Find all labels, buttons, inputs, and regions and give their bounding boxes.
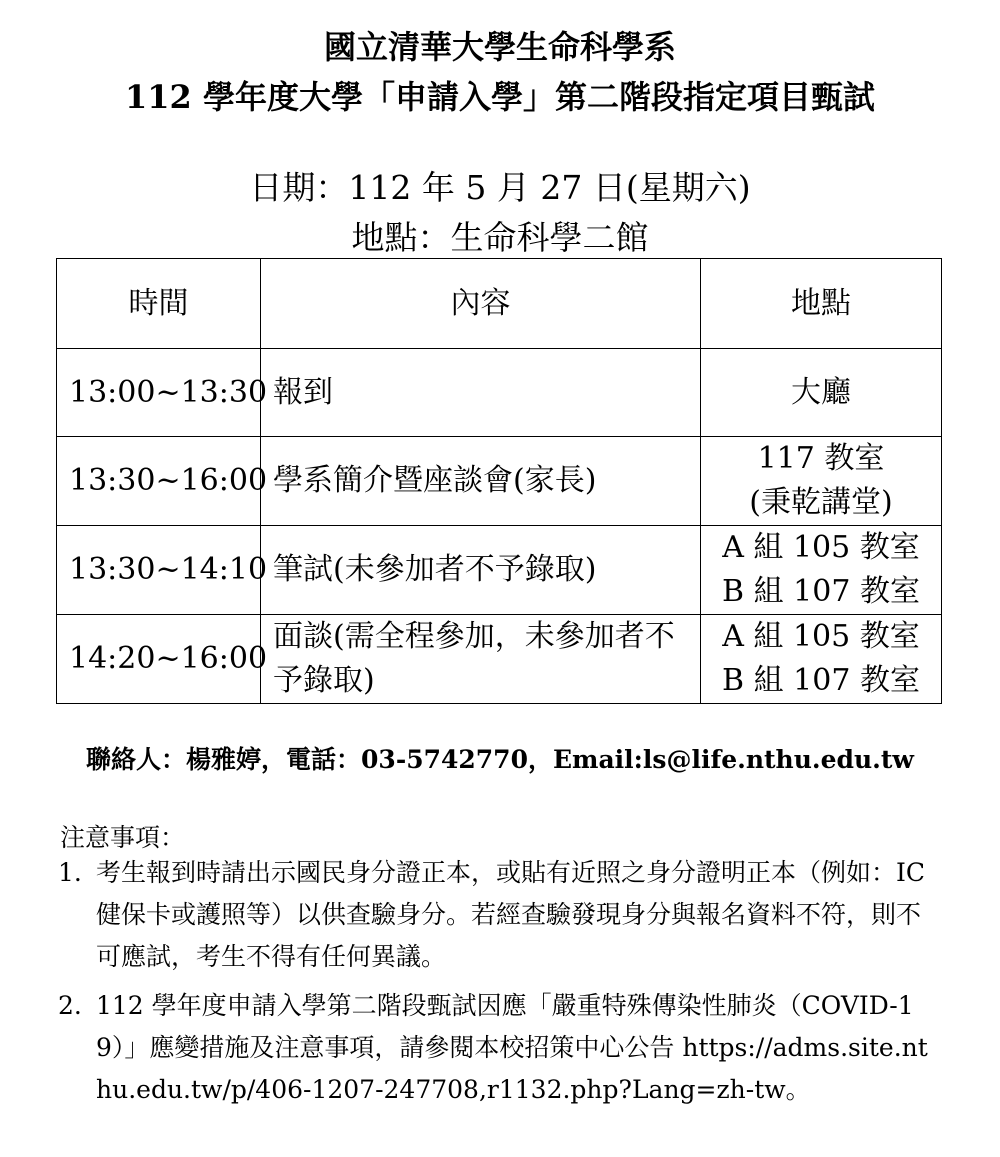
place-line: 大廳 <box>791 374 851 410</box>
notes-title: 注意事項： <box>60 823 186 852</box>
row-place <box>701 526 942 615</box>
place-line: B 組 107 教室 <box>722 663 920 698</box>
header-time: 時間 <box>57 259 261 349</box>
row-time: 13:30~14:10 <box>57 526 261 615</box>
table-header-row <box>57 259 942 349</box>
row-content: 面談(需全程參加，未參加者不予錄取) <box>261 615 701 704</box>
header-content: 內容 <box>261 259 701 349</box>
place-line: A 組 105 教室 <box>722 530 920 565</box>
note-number: 2. <box>58 991 82 1020</box>
note-item <box>58 985 938 1111</box>
place-line: (秉乾講堂) <box>749 485 893 520</box>
row-place <box>701 437 942 526</box>
table-row <box>57 526 942 615</box>
row-time: 13:00~13:30 <box>57 349 261 437</box>
row-time: 13:30~16:00 <box>57 437 261 526</box>
table-row <box>57 615 942 704</box>
place-line: B 組 107 教室 <box>722 574 920 609</box>
row-time: 14:20~16:00 <box>57 615 261 704</box>
place-line: A 組 105 教室 <box>722 619 920 654</box>
event-location: 地點：生命科學二館 <box>351 218 649 257</box>
row-content: 學系簡介暨座談會(家長) <box>261 437 701 526</box>
event-date: 日期：112 年 5 月 27 日(星期六) <box>249 168 751 207</box>
row-content: 筆試(未參加者不予錄取) <box>261 526 701 615</box>
header-place: 地點 <box>701 259 942 349</box>
document-title: 國立清華大學生命科學系 <box>323 28 676 66</box>
schedule-table <box>56 258 942 704</box>
row-place <box>701 349 942 437</box>
row-place <box>701 615 942 704</box>
table-row <box>57 349 942 437</box>
note-text: 112 學年度申請入學第二階段甄試因應「嚴重特殊傳染性肺炎（COVID-19）」應變措施及注意事項，請參閱本校招策中心公告 https://adms.site.nthu.edu.tw/p/406-1207-247708,r1132.php?Lang=zh-tw。 <box>96 991 928 1104</box>
note-item <box>58 852 938 978</box>
note-number: 1. <box>58 858 82 887</box>
document-subtitle: 112 學年度大學「申請入學」第二階段指定項目甄試 <box>125 78 875 116</box>
row-content: 報到 <box>261 349 701 437</box>
note-text: 考生報到時請出示國民身分證正本，或貼有近照之身分證明正本（例如：IC 健保卡或護照等）以供查驗身分。若經查驗發現身分與報名資料不符，則不可應試，考生不得有任何異議。 <box>96 858 926 971</box>
contact-info: 聯絡人：楊雅婷，電話：03-5742770，Email:ls@life.nthu.edu.tw <box>86 745 914 774</box>
table-row <box>57 437 942 526</box>
place-line: 117 教室 <box>757 441 885 476</box>
